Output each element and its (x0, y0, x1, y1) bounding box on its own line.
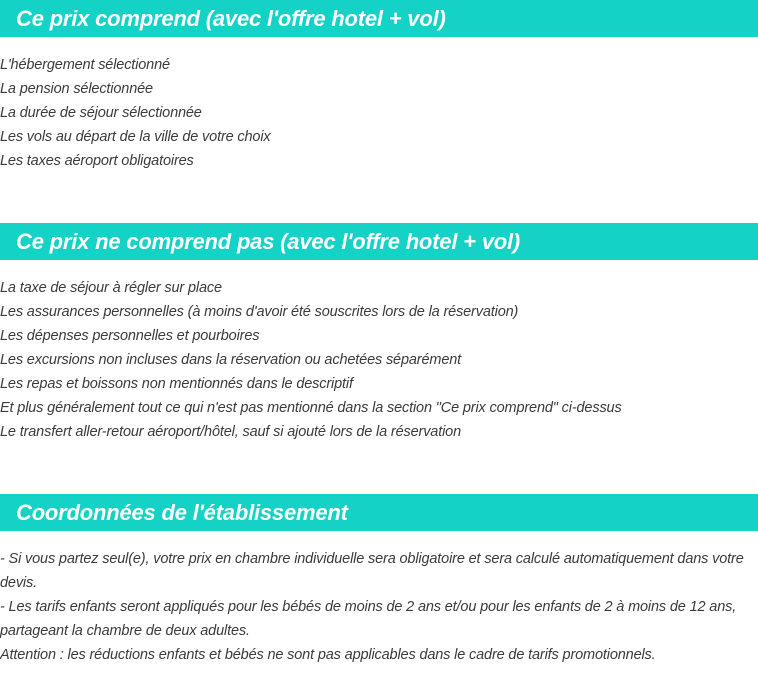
list-item: Les vols au départ de la ville de votre choix (0, 129, 271, 145)
list-item: Les repas et boissons non mentionnés dans le descriptif (0, 376, 353, 392)
excluded-items-list (0, 276, 758, 444)
note-paragraph: - Les tarifs enfants seront appliqués pour les bébés de moins de 2 ans et/ou pour les enfants de 2 à moins de 12 ans, partageant la chambre de deux adultes. (0, 599, 737, 639)
list-item: Le transfert aller-retour aéroport/hôtel, sauf si ajouté lors de la réservation (0, 424, 461, 440)
note-paragraph: Attention : les réductions enfants et bébés ne sont pas applicables dans le cadre de tarifs promotionnels. (0, 647, 656, 663)
section-heading-price-includes: Ce prix comprend (avec l'offre hotel + vol) (0, 0, 758, 37)
section-establishment-contact (0, 494, 758, 667)
included-items-list (0, 53, 758, 173)
section-heading-establishment-contact: Coordonnées de l'établissement (0, 494, 758, 531)
list-item: La taxe de séjour à régler sur place (0, 280, 222, 296)
list-item: La durée de séjour sélectionnée (0, 105, 202, 121)
list-item: La pension sélectionnée (0, 81, 153, 97)
contact-notes (0, 547, 758, 667)
list-item: Les assurances personnelles (à moins d'avoir été souscrites lors de la réservation) (0, 304, 519, 320)
list-item: Les excursions non incluses dans la réservation ou achetées séparément (0, 352, 462, 368)
section-price-excludes (0, 223, 758, 444)
list-item: Les dépenses personnelles et pourboires (0, 328, 260, 344)
list-item: Les taxes aéroport obligatoires (0, 153, 194, 169)
section-heading-price-excludes: Ce prix ne comprend pas (avec l'offre hotel + vol) (0, 223, 758, 260)
section-price-includes (0, 0, 758, 173)
list-item: L'hébergement sélectionné (0, 57, 170, 73)
note-paragraph: - Si vous partez seul(e), votre prix en chambre individuelle sera obligatoire et sera calculé automatiquement dans votre devis. (0, 551, 744, 591)
list-item: Et plus généralement tout ce qui n'est pas mentionné dans la section "Ce prix comprend" ci-dessus (0, 400, 622, 416)
